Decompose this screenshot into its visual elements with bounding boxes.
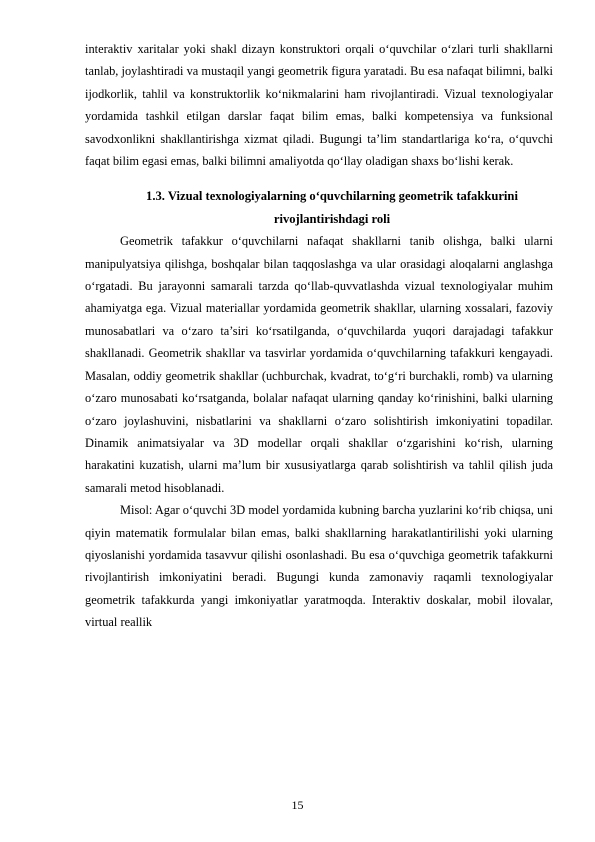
section-heading: 1.3. Vizual texnologiyalarning o‘quvchilarning geometrik tafakkurini rivojlantirishdagi roli	[146, 189, 518, 226]
paragraph-geometric-thinking: Geometrik tafakkur o‘quvchilarni nafaqat shakllarni tanib olishga, balki ularni manipulyatsiya qilishga, boshqalar bilan taqqoslashga va ular orasidagi aloqalarni anglashga o‘rgatadi. Bu jarayonni samarali tarzda qo‘llab-quvvatlashda vizual texnologiyalar muhim ahamiyatga ega. Vizual materiallar yordamida geometrik shakllar, ularning xossalari, fazoviy munosabatlari va o‘zaro ta’siri ko‘rsatilganda, o‘quvchilarda yuqori darajadagi tafakkur shakllanadi. Geometrik shakllar va tasvirlar yordamida o‘quvchilarning tafakkuri kengayadi. Masalan, oddiy geometrik shakllar (uchburchak, kvadrat, to‘g‘ri burchakli, romb) va ularning o‘zaro munosabati ko‘rsatganda, bolalar nafaqat ularning qanday ko‘rinishini, balki ularning o‘zaro joylashuvini, nisbatlarini va shakllarni o‘zaro solishtirish imkoniyatini topadilar. Dinamik animatsiyalar va 3D modellar orqali shakllar o‘zgarishini ko‘rish, ularning harakatini kuzatish, ularni ma’lum bir xususiyatlarga qarab solishtirish va tahlil qilish juda samarali metod hisoblanadi.	[85, 234, 553, 495]
paragraph-intro: interaktiv xaritalar yoki shakl dizayn konstruktori orqali o‘quvchilar o‘zlari turli shakllarni tanlab, joylashtiradi va mustaqil yangi geometrik figura yaratadi. Bu esa nafaqat bilimni, balki ijodkorlik, tahlil va konstruktorlik ko‘nikmalarini ham rivojlantiradi. Vizual texnologiyalar yordamida tashkil etilgan darslar faqat bilim emas, balki kompetensiya va funksional savodxonlikni shakllantirishga xizmat qiladi. Bugungi ta’lim standartlariga ko‘ra, o‘quvchi faqat bilim egasi emas, balki bilimni amaliyotda qo‘llay oladigan shaxs bo‘lishi kerak.	[85, 42, 553, 169]
page-body	[85, 38, 553, 634]
paragraph-example: Misol: Agar o‘quvchi 3D model yordamida kubning barcha yuzlarini ko‘rib chiqsa, uni qiyin matematik formulalar bilan emas, balki shakllarning harakatlantirilishi yoki ularning qiyoslanishi yordamida tasavvur qilishi osonlashadi. Bu esa o‘quvchiga geometrik tafakkurni rivojlantirish imkoniyatini beradi. Bugungi kunda zamonaviy raqamli texnologiyalar geometrik tafakkurda yangi imkoniyatlar yaratmoqda. Interaktiv doskalar, mobil ilovalar, virtual reallik	[85, 503, 553, 630]
page-number: 15	[291, 798, 304, 812]
